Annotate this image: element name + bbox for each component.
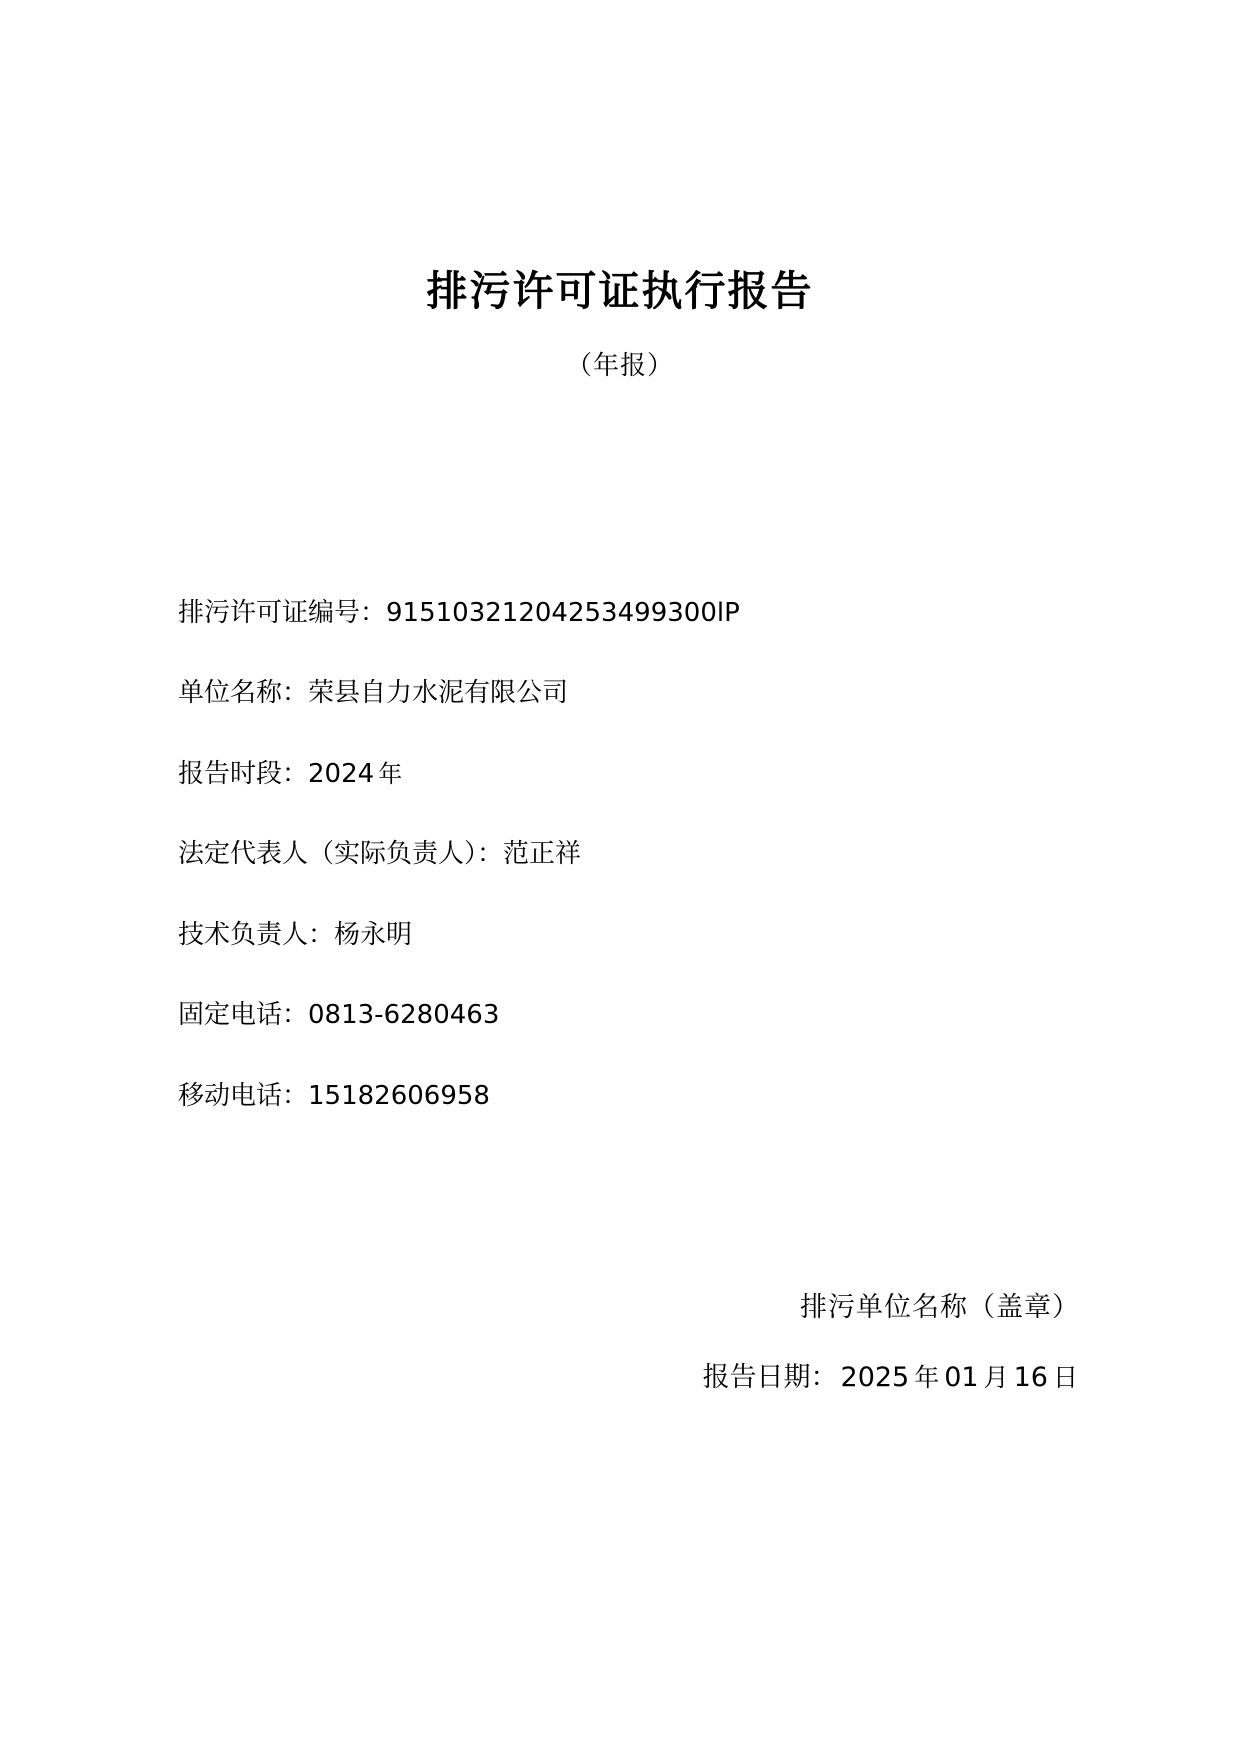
footer-date-month-unit: 月 bbox=[983, 1365, 1009, 1392]
field-label: 单位名称： bbox=[178, 678, 309, 708]
field-technical-manager bbox=[178, 917, 1078, 953]
field-permit-number bbox=[178, 595, 1078, 631]
footer-report-date bbox=[703, 1355, 1080, 1394]
page-subtitle: （年报） bbox=[565, 351, 674, 380]
footer-date-year-unit: 年 bbox=[914, 1365, 940, 1392]
field-value: 2024 bbox=[308, 758, 375, 789]
field-value: 荣县自力水泥有限公司 bbox=[308, 678, 569, 708]
footer-date-month: 01 bbox=[944, 1362, 979, 1393]
footer-date-day-unit: 日 bbox=[1052, 1365, 1078, 1392]
field-mobile-phone bbox=[178, 1078, 1078, 1114]
field-value: 范正祥 bbox=[503, 839, 582, 869]
field-list bbox=[178, 595, 1078, 1158]
field-label: 法定代表人（实际负责人）： bbox=[178, 839, 504, 869]
field-value: 91510321204253499300lP bbox=[386, 598, 740, 628]
field-value: 0813-6280463 bbox=[308, 1000, 500, 1031]
field-company-name bbox=[178, 675, 1078, 711]
field-report-period bbox=[178, 756, 1078, 793]
field-label: 移动电话： bbox=[178, 1080, 309, 1110]
field-landline-phone bbox=[178, 997, 1078, 1033]
footer-date-label: 报告日期： bbox=[702, 1362, 838, 1392]
field-label: 报告时段： bbox=[178, 758, 309, 788]
field-legal-representative bbox=[178, 836, 1078, 872]
field-suffix: 年 bbox=[378, 761, 403, 788]
field-label: 技术负责人： bbox=[178, 919, 335, 949]
field-value: 杨永明 bbox=[334, 919, 413, 949]
field-label: 排污许可证编号： bbox=[178, 598, 387, 627]
page-title: 排污许可证执行报告 bbox=[426, 267, 814, 315]
footer-date-day: 16 bbox=[1013, 1362, 1048, 1393]
field-label: 固定电话： bbox=[178, 1000, 309, 1030]
footer-date-year: 2025 bbox=[840, 1362, 910, 1393]
footer-organization-seal-label: 排污单位名称（盖章） bbox=[800, 1292, 1080, 1322]
field-value: 15182606958 bbox=[308, 1080, 490, 1111]
